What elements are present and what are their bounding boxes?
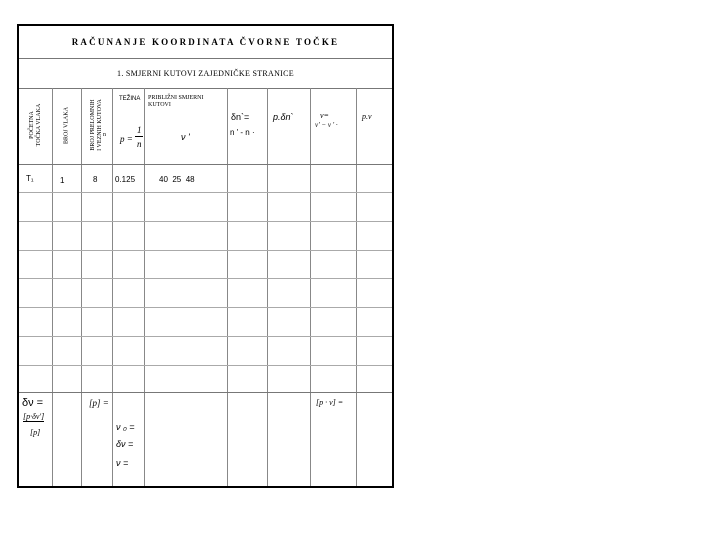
column-divider xyxy=(112,88,113,486)
header-bottom-line xyxy=(19,164,392,165)
cell-n: 8 xyxy=(93,175,98,184)
row-line xyxy=(19,250,392,251)
header-start-point: POČETNA TOČKA VLAKA xyxy=(29,103,42,147)
row-line xyxy=(19,192,392,193)
header-delta: δn`= xyxy=(231,112,250,122)
footer-dv: δν = xyxy=(116,439,134,449)
weight-formula: p = xyxy=(120,134,133,144)
cell-angle: 40 25 48 xyxy=(159,175,195,184)
header-p-delta: p.δn` xyxy=(273,112,294,122)
row-line xyxy=(19,336,392,337)
column-divider xyxy=(81,88,82,486)
row-line xyxy=(19,365,392,366)
footer-v0: ν ₀ = xyxy=(116,422,135,432)
form-subtitle: 1. SMJERNI KUTOVI ZAJEDNIČKE STRANICE xyxy=(19,58,392,89)
header-weight: TEŽINA xyxy=(119,96,141,102)
footer-delta-v-numerator: [p·δν'] xyxy=(23,412,45,421)
weight-denominator: n xyxy=(137,139,142,149)
cell-point: T₁ xyxy=(26,174,34,183)
header-v: v= xyxy=(320,111,329,120)
footer-top-line xyxy=(19,392,392,393)
delta-formula: n ' - n · xyxy=(230,128,255,137)
approx-symbol: ν ' xyxy=(181,132,190,142)
cell-traverse: 1 xyxy=(60,176,65,185)
column-divider xyxy=(52,88,53,486)
header-approx-angles: PRIBLIŽNI SMJERNI KUTOVI xyxy=(148,95,204,108)
form-title: RAČUNANJE KOORDINATA ČVORNE TOČKE xyxy=(19,26,392,59)
row-line xyxy=(19,221,392,222)
header-traverse-no: BROJ VLAKA xyxy=(63,106,70,145)
column-divider xyxy=(310,88,311,486)
column-divider xyxy=(227,88,228,486)
fraction-bar xyxy=(135,136,143,137)
computation-form xyxy=(17,24,394,488)
v-formula: ν' − ν ' · xyxy=(315,121,338,129)
row-line xyxy=(19,278,392,279)
footer-delta-v-denominator: [p] xyxy=(30,428,41,437)
header-angle-count: BROJ PRELOMNIH I VEZNIH KUTOVA xyxy=(90,99,103,151)
column-divider xyxy=(267,88,268,486)
footer-v: ν = xyxy=(116,458,129,468)
weight-numerator: 1 xyxy=(137,125,142,135)
column-divider xyxy=(144,88,145,486)
column-divider xyxy=(356,88,357,486)
footer-sum-pv: [p · ν] = xyxy=(316,398,344,407)
row-line xyxy=(19,307,392,308)
header-count-n: n xyxy=(103,132,106,138)
header-pv: p.v xyxy=(362,112,372,121)
footer-sum-p: [p] = xyxy=(89,398,109,408)
cell-p: 0.125 xyxy=(115,175,136,184)
footer-delta-v: δν = xyxy=(22,397,44,409)
